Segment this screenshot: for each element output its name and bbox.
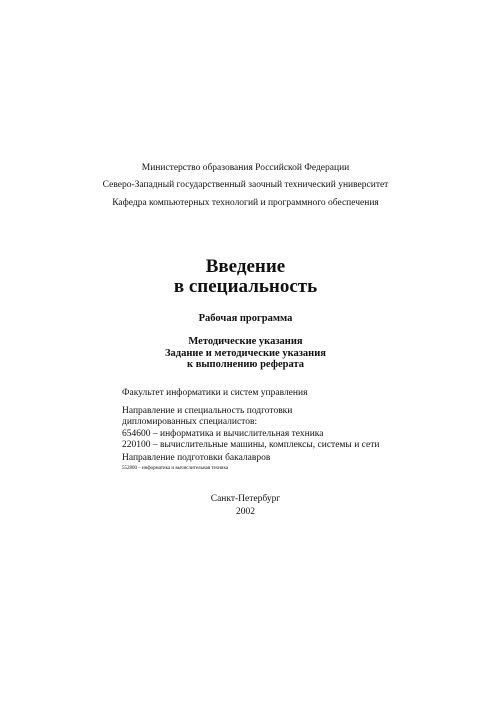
bachelor-direction-line: Направление подготовки бакалавров (122, 453, 271, 463)
ministry-line: Министерство образования Российской Федерации (141, 163, 350, 173)
direction-line2: дипломированных специалистов: (122, 417, 258, 427)
year-line: 2002 (236, 507, 255, 517)
guidelines-label: Методические указания (188, 336, 303, 347)
specialty-654600: 654600 – информатика и вычислительная техника (122, 429, 324, 439)
document-title-line2: в специальность (173, 276, 318, 297)
specialty-220100: 220100 – вычислительные машины, комплексы, системы и сети (122, 440, 380, 450)
task-label-line2: к выполнению реферата (187, 359, 304, 370)
direction-line1: Направление и специальность подготовки (122, 406, 293, 416)
department-line: Кафедра компьютерных технологий и программного обеспечения (112, 198, 379, 208)
bachelor-code-line: 552800 – информатика и вычислительная техника (122, 466, 229, 471)
faculty-line: Факультет информатики и систем управления (122, 388, 308, 398)
city-line: Санкт-Петербург (210, 494, 281, 504)
university-line: Северо-Западный государственный заочный технический университет (102, 180, 389, 190)
work-program-label: Рабочая программа (198, 313, 293, 324)
task-label-line1: Задание и методические указания (165, 348, 326, 359)
document-title-line1: Введение (205, 256, 286, 277)
